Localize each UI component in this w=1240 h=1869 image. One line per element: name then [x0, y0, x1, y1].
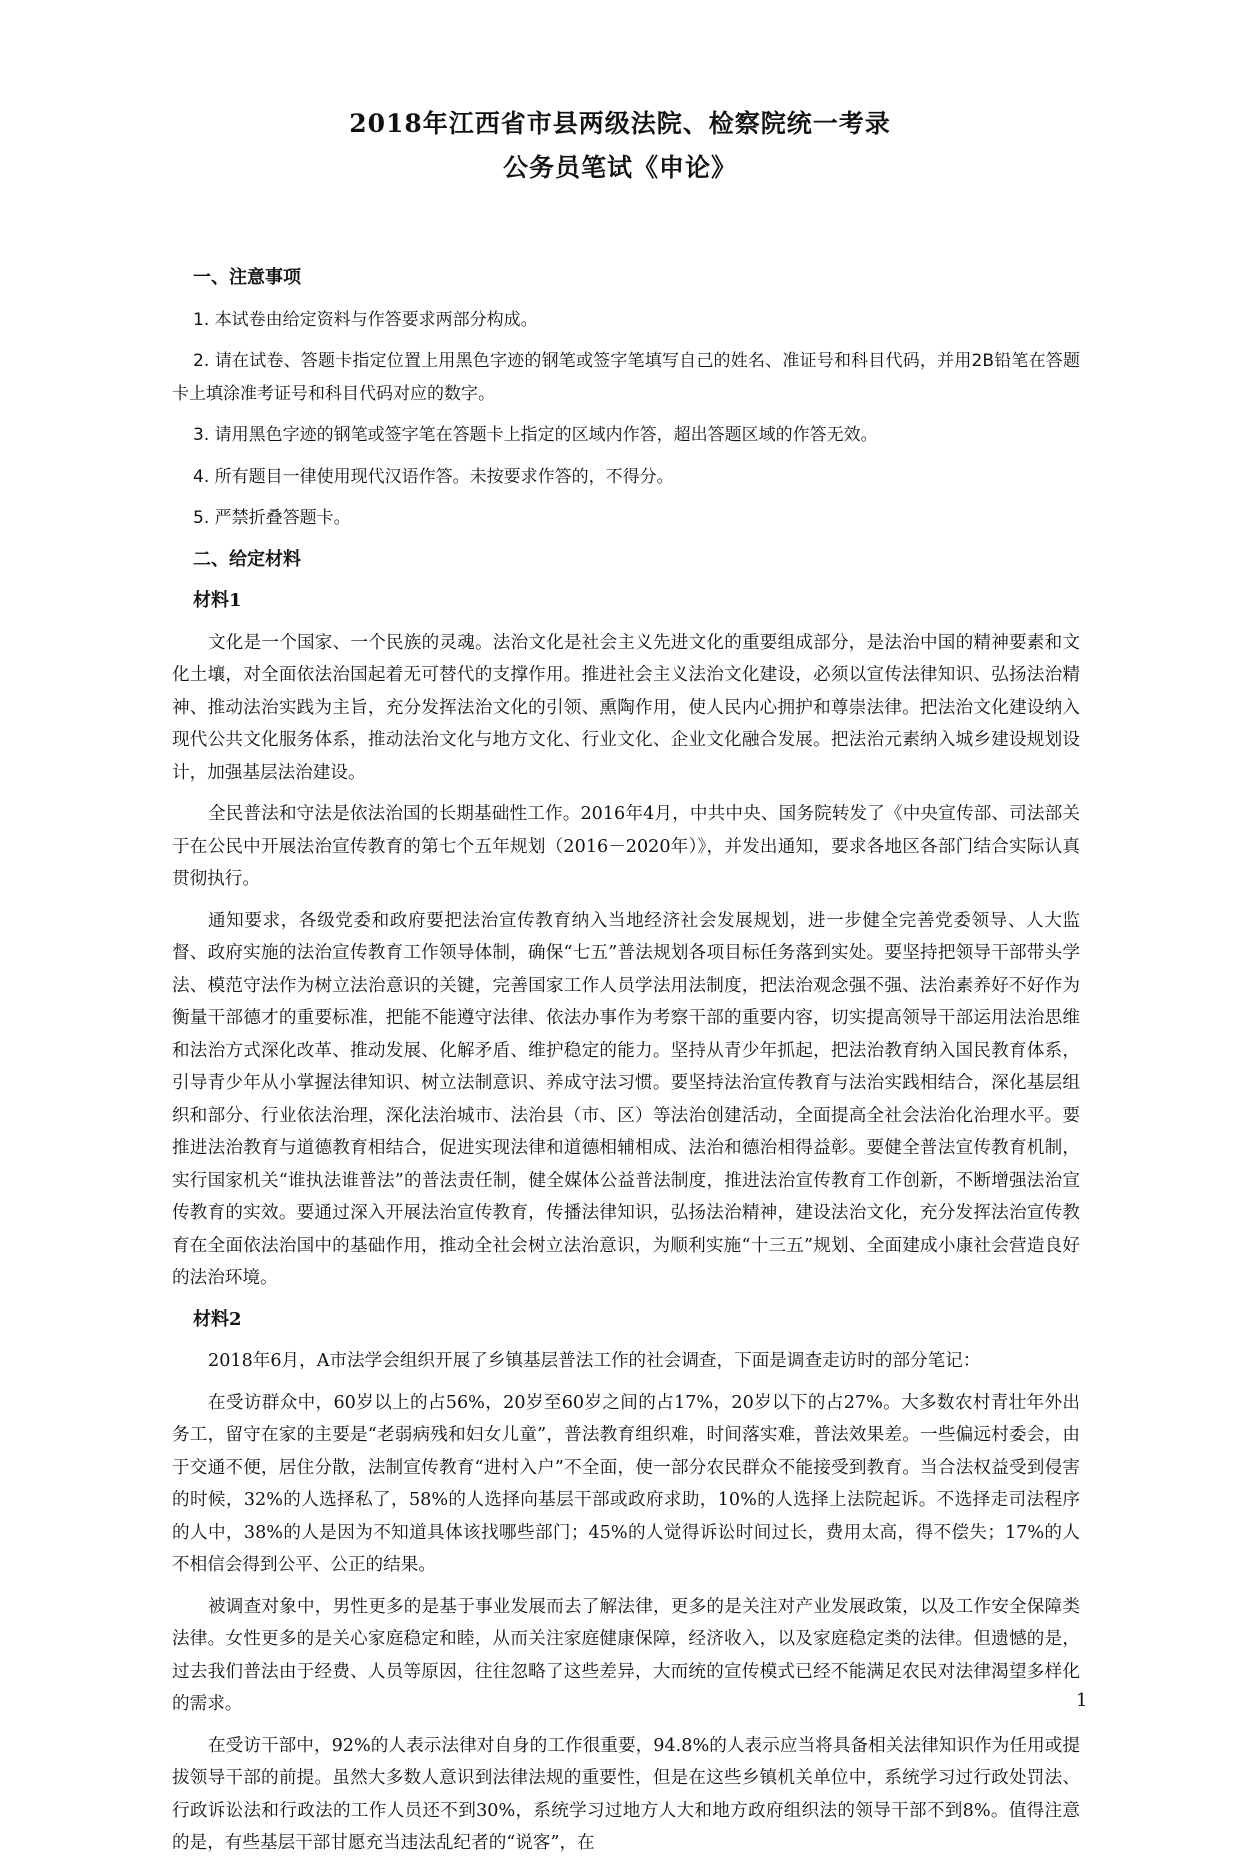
- material-paragraph: 被调查对象中，男性更多的是基于事业发展而去了解法律，更多的是关注对产业发展政策，以及工作安全保障类法律。女性更多的是关心家庭稳定和睦，从而关注家庭健康保障，经济收入，以及家庭稳定类的法律。但遗憾的是，过去我们普法由于经费、人员等原因，往往忽略了这些差异，大而统的宣传模式已经不能满足农民对法律渴望多样化的需求。: [172, 1596, 1080, 1714]
- document-body: [172, 262, 1080, 1869]
- materials-heading: 二、给定材料: [193, 548, 301, 570]
- note-item: 1. 本试卷由给定资料与作答要求两部分构成。: [193, 309, 538, 330]
- notes-heading: 一、注意事项: [193, 267, 301, 288]
- note-item: 4. 所有题目一律使用现代汉语作答。未按要求作答的，不得分。: [193, 466, 674, 487]
- page-number: 1: [1076, 1690, 1088, 1711]
- material-paragraph: 通知要求，各级党委和政府要把法治宣传教育纳入当地经济社会发展规划，进一步健全完善党委领导、人大监督、政府实施的法治宣传教育工作领导体制，确保“七五”普法规划各项目标任务落到实处。要坚持把领导干部带头学法、模范守法作为树立法治意识的关键，完善国家工作人员学法用法制度，把法治观念强不强、法治素养好不好作为衡量干部德才的重要标准，把能不能遵守法律、依法办事作为考察干部的重要内容，切实提高领导干部运用法治思维和法治方式深化改革、推动发展、化解矛盾、维护稳定的能力。坚持从青少年抓起，把法治教育纳入国民教育体系，引导青少年从小掌握法律知识、树立法制意识、养成守法习惯。要坚持法治宣传教育与法治实践相结合，深化基层组织和部分、行业依法治理，深化法治城市、法治县（市、区）等法治创建活动，全面提高全社会法治化治理水平。要推进法治教育与道德教育相结合，促进实现法律和道德相辅相成、法治和德治相得益彰。要健全普法宣传教育机制，实行国家机关“谁执法谁普法”的普法责任制，健全媒体公益普法制度，推进法治宣传教育工作创新，不断增强法治宣传教育的实效。要通过深入开展法治宣传教育，传播法律知识，弘扬法治精神，建设法治文化，充分发挥法治宣传教育在全面依法治国中的基础作用，推动全社会树立法治意识，为顺利实施“十三五”规划、全面建成小康社会营造良好的法治环境。: [172, 910, 1080, 1288]
- note-item: 3. 请用黑色字迹的钢笔或签字笔在答题卡上指定的区域内作答，超出答题区域的作答无效。: [193, 425, 878, 445]
- material-paragraph: 文化是一个国家、一个民族的灵魂。法治文化是社会主义先进文化的重要组成部分，是法治中国的精神要素和文化土壤，对全面依法治国起着无可替代的支撑作用。推进社会主义法治文化建设，必须以宣传法律知识、弘扬法治精神、推动法治实践为主旨，充分发挥法治文化的引领、熏陶作用，使人民内心拥护和尊崇法律。把法治文化建设纳入现代公共文化服务体系，推动法治文化与地方文化、行业文化、企业文化融合发展。把法治元素纳入城乡建设规划设计，加强基层法治建设。: [172, 632, 1080, 783]
- material-paragraph: 全民普法和守法是依法治国的长期基础性工作。2016年4月，中共中央、国务院转发了《中央宣传部、司法部关于在公民中开展法治宣传教育的第七个五年规划（2016－2020年）》，并发出通知，要求各地区各部门结合实际认真贯彻执行。: [172, 804, 1080, 889]
- material-paragraph: 2018年6月，A市法学会组织开展了乡镇基层普法工作的社会调查，下面是调查走访时的部分笔记：: [208, 1351, 981, 1371]
- note-item: 2. 请在试卷、答题卡指定位置上用黑色字迹的钢笔或签字笔填写自己的姓名、准证号和科目代码，并用2B铅笔在答题卡上填涂准考证号和科目代码对应的数字。: [172, 351, 1080, 404]
- note-item: 5. 严禁折叠答题卡。: [193, 508, 351, 528]
- material-paragraph: 在受访群众中，60岁以上的占56%，20岁至60岁之间的占17%，20岁以下的占27%。大多数农村青壮年外出务工，留守在家的主要是“老弱病残和妇女儿童”，普法教育组织难，时间落实难，普法效果差。一些偏远村委会，由于交通不便，居住分散，法制宣传教育“进村入户”不全面，使一部分农民群众不能接受到教育。当合法权益受到侵害的时候，32%的人选择私了，58%的人选择向基层干部或政府求助，10%的人选择上法院起诉。不选择走司法程序的人中，38%的人是因为不知道具体该找哪些部门；45%的人觉得诉讼时间过长，费用太高，得不偿失；17%的人不相信会得到公平、公正的结果。: [172, 1392, 1080, 1575]
- document-title-line2: 公务员笔试《申论》: [502, 153, 737, 182]
- material-paragraph: 在受访干部中，92%的人表示法律对自身的工作很重要，94.8%的人表示应当将具备相关法律知识作为任用或提拔领导干部的前提。虽然大多数人意识到法律法规的重要性，但是在这些乡镇机关单位中，系统学习过行政处罚法、行政诉讼法和行政法的工作人员还不到30%，系统学习过地方人大和地方政府组织法的领导干部不到8%。值得注意的是，有些基层干部甘愿充当违法乱纪者的“说客”，在: [172, 1735, 1080, 1853]
- document-title-line1: 2018年江西省市县两级法院、检察院统一考录: [349, 109, 891, 138]
- material-2-label: 材料2: [193, 1308, 242, 1330]
- material-1-label: 材料1: [193, 590, 242, 611]
